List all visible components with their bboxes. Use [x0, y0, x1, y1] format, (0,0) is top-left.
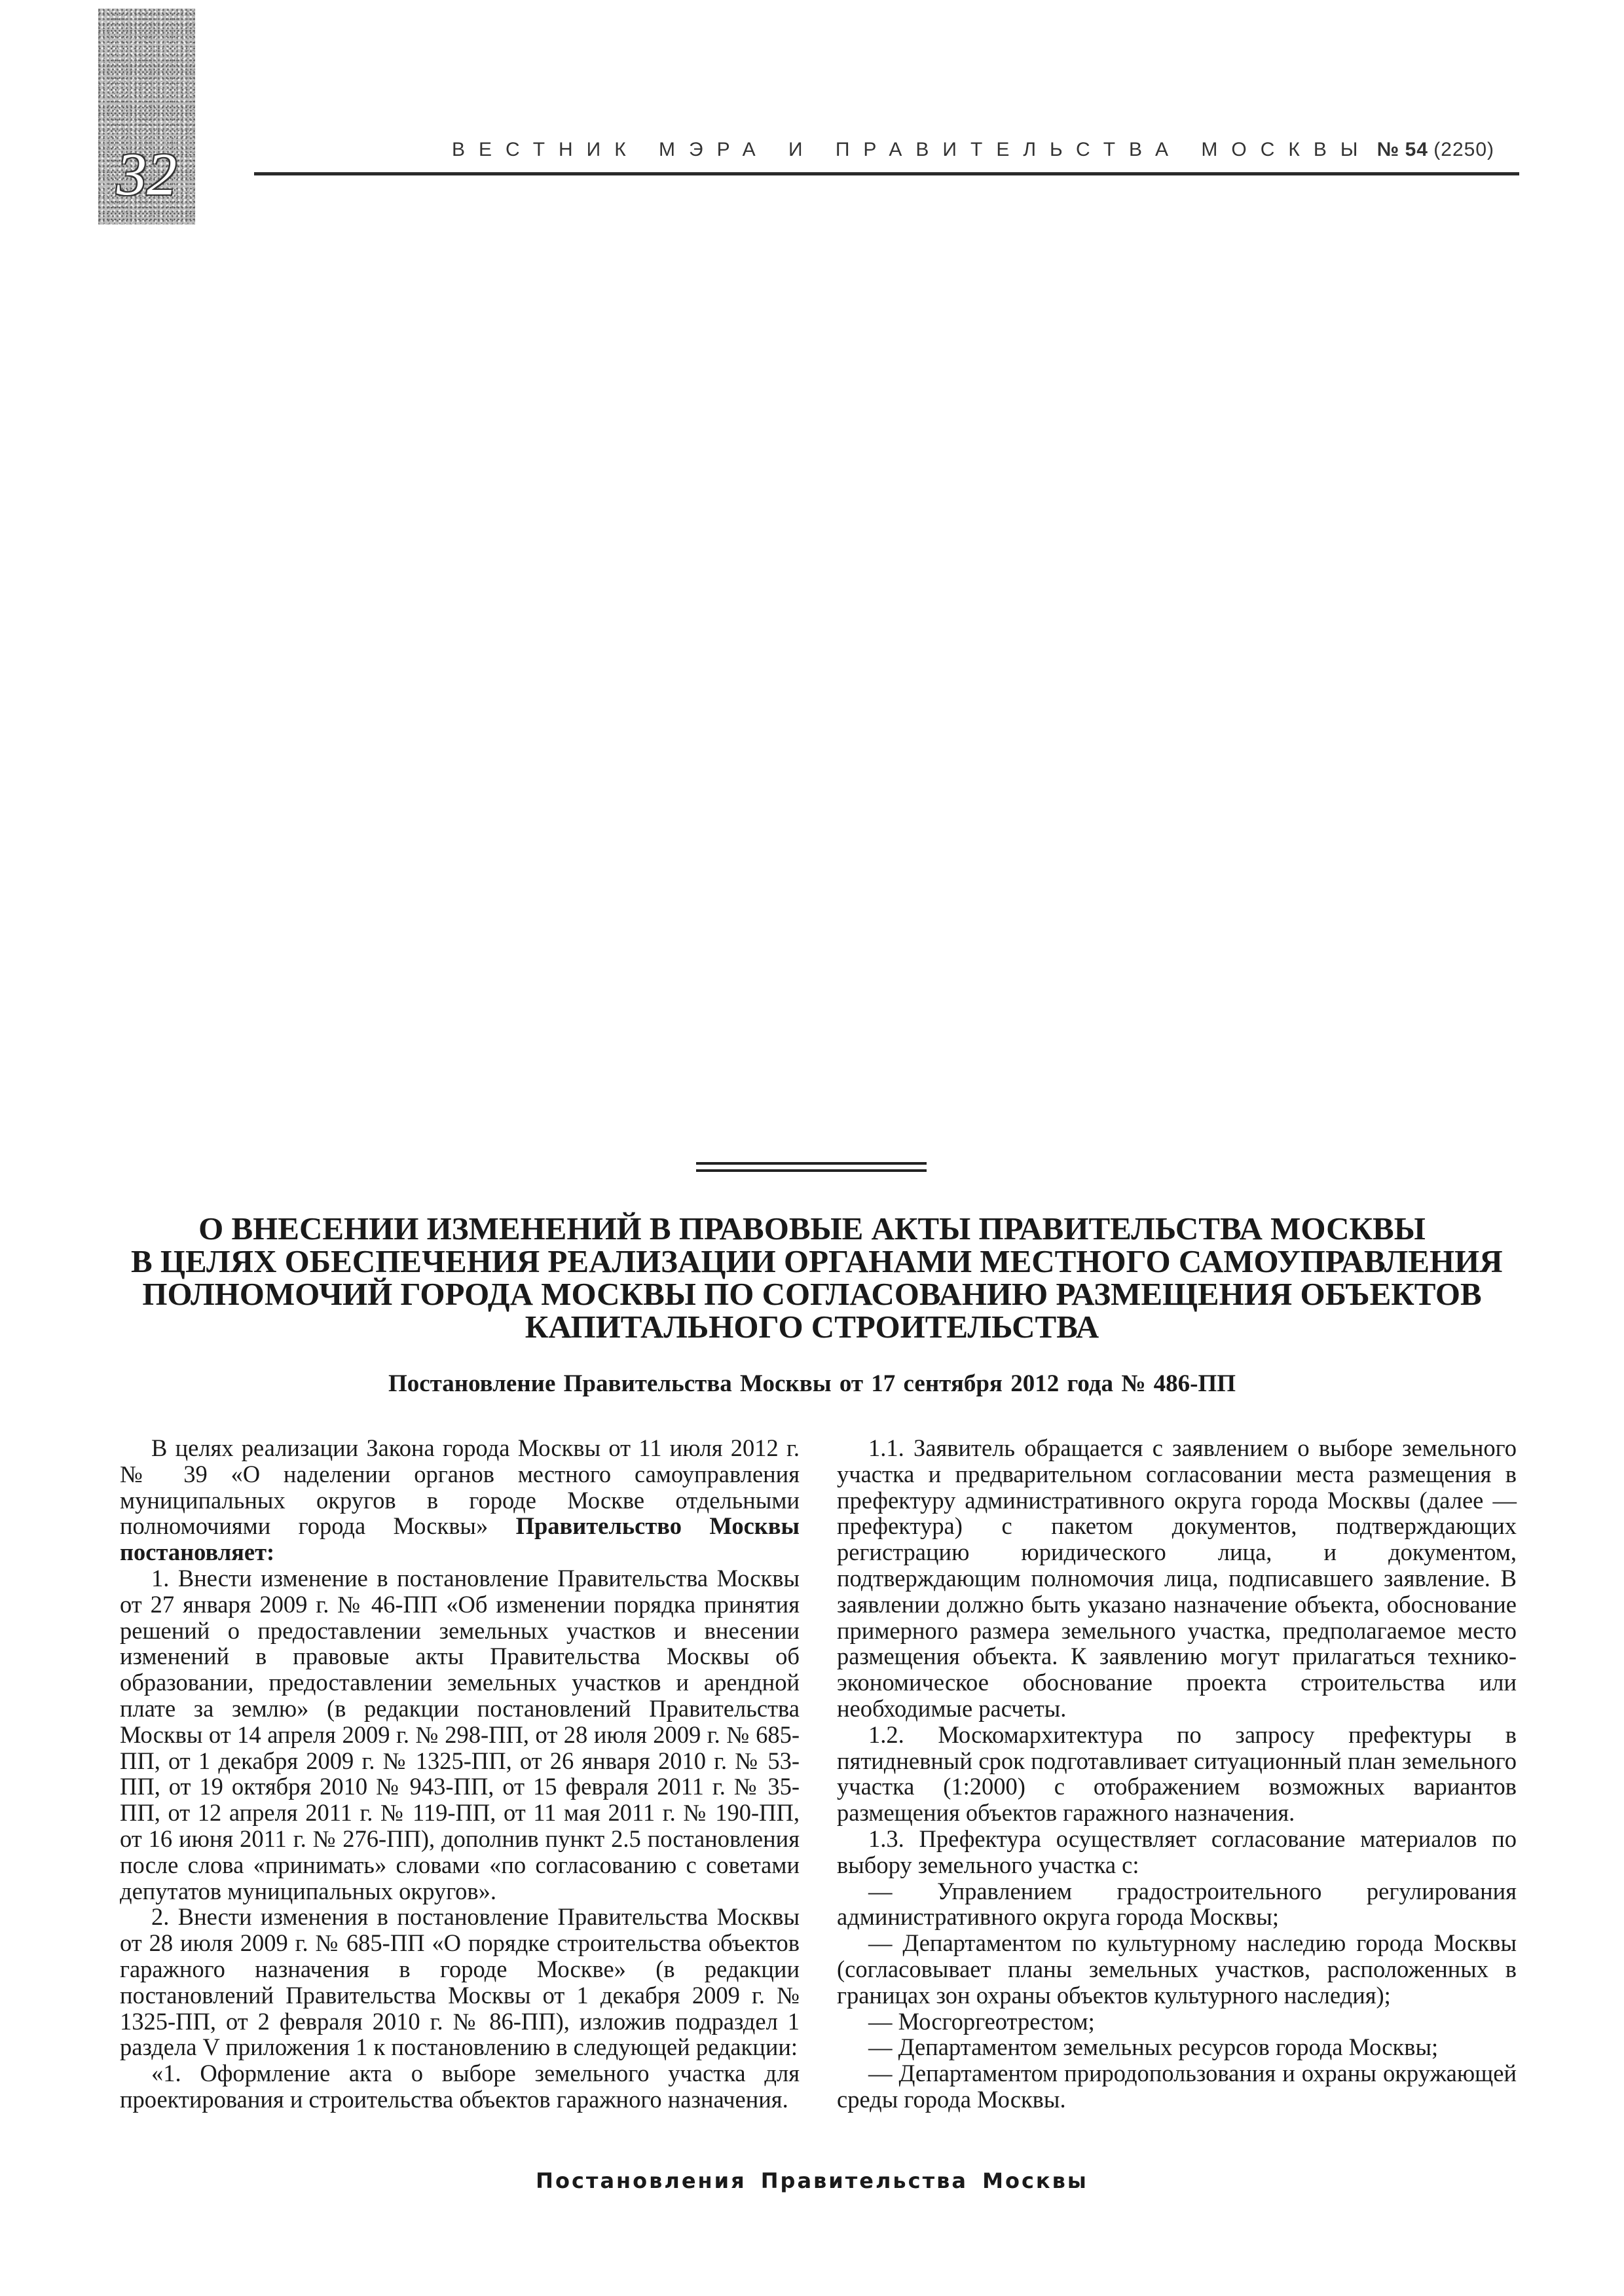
issue-total: (2250)	[1433, 139, 1495, 160]
title-line: О ВНЕСЕНИИ ИЗМЕНЕНИЙ В ПРАВОВЫЕ АКТЫ ПРАВИТЕЛЬСТВА МОСКВЫ	[198, 1211, 1426, 1247]
paragraph-3: «1. Оформление акта о выборе земельного участка для проектирования и строительства объектов гаражного назначения.	[120, 2060, 800, 2113]
header-rule	[254, 172, 1519, 175]
title-rule-bottom	[696, 1169, 927, 1172]
dash-item: — Департаментом природопользования и охраны окружающей среды города Москвы.	[837, 2060, 1517, 2113]
running-header	[452, 139, 1522, 161]
journal-title: ВЕСТНИК МЭРА И ПРАВИТЕЛЬСТВА МОСКВЫ	[452, 139, 1372, 160]
paragraph-1-3: 1.3. Префектура осуществляет согласование материалов по выбору земельного участка с:	[837, 1825, 1517, 1878]
dash-item: — Мосгоргеотрестом;	[868, 2007, 1095, 2035]
page-number-box	[98, 9, 195, 225]
dash-item: — Департаментом по культурному наследию города Москвы (согласовывает планы земельных участков, расположенных в границах зон охраны объектов культурного наследия);	[837, 1929, 1517, 2009]
paragraph-1: 1. Внести изменение в постановление Правительства Москвы от 27 января 2009 г. № 46-ПП «Об изменении порядка принятия решений о предоставлении земельных участков и внесении изменений в правовые акты Правительства Москвы об образовании, предоставлении земельных участков и арендной плате за землю» (в редакции постановлений Правительства Москвы от 14 апреля 2009 г. № 298-ПП, от 28 июля 2009 г. № 685-ПП, от 1 декабря 2009 г. № 1325-ПП, от 26 января 2010 г. № 53-ПП, от 19 октября 2010 № 943-ПП, от 15 февраля 2011 г. № 35-ПП, от 12 апреля 2011 г. № 119-ПП, от 11 мая 2011 г. № 190-ПП, от 16 июня 2011 г. № 276-ПП), дополнив пункт 2.5 постановления после слова «принимать» словами «по согласованию с советами депутатов муниципальных округов».	[120, 1564, 800, 1904]
document-subtitle: Постановление Правительства Москвы от 17 сентября 2012 года № 486-ПП	[388, 1370, 1236, 1397]
issue-label: №	[1376, 139, 1400, 160]
paragraph-2: 2. Внести изменения в постановление Правительства Москвы от 28 июля 2009 г. № 685-ПП «О порядке строительства объектов гаражного назначения в городе Москве» (в редакции постановлений Правительства Москвы от 1 декабря 2009 г. № 1325-ПП, от 2 февраля 2010 г. № 86-ПП), изложив подраздел 1 раздела V приложения 1 к постановлению в следующей редакции:	[120, 1903, 800, 2061]
dash-item: — Управлением градостроительного регулирования административного округа города Москвы;	[837, 1877, 1517, 1931]
page-number: 32	[117, 141, 177, 208]
title-line: В ЦЕЛЯХ ОБЕСПЕЧЕНИЯ РЕАЛИЗАЦИИ ОРГАНАМИ МЕСТНОГО САМОУПРАВЛЕНИЯ	[131, 1243, 1503, 1279]
title-line: ПОЛНОМОЧИЙ ГОРОДА МОСКВЫ ПО СОГЛАСОВАНИЮ РАЗМЕЩЕНИЯ ОБЪЕКТОВ	[142, 1276, 1482, 1312]
title-line: КАПИТАЛЬНОГО СТРОИТЕЛЬСТВА	[525, 1309, 1099, 1345]
issue-number: 54	[1405, 139, 1428, 160]
right-column	[837, 1435, 1517, 2113]
dash-item: — Департаментом земельных ресурсов города Москвы;	[868, 2033, 1439, 2061]
intro-bold: Правительство Москвы постановляет:	[120, 1512, 800, 1566]
intro-text: В целях реализации Закона города Москвы от 11 июля 2012 г. № 39 «О наделении органов местного самоуправления муниципальных округов в городе Москве отдельными полномочиями города Москвы»	[120, 1434, 800, 1540]
document-title	[131, 1211, 1503, 1345]
left-column	[120, 1435, 800, 2113]
intro-paragraph	[120, 1435, 800, 1565]
paragraph-1-1: 1.1. Заявитель обращается с заявлением о выборе земельного участка и предварительном согласовании места размещения в префектуру административного округа города Москвы (далее — префектура) с пакетом документов, подтверждающих регистрацию юридического лица, и документом, подтверждающим полномочия лица, подписавшего заявление. В заявлении должно быть указано назначение объекта, обоснование примерного размера земельного участка, предполагаемое место размещения объекта. К заявлению могут прилагаться технико-экономическое обоснование проекта строительства или необходимые расчеты.	[837, 1434, 1517, 1722]
section-footer: Постановления Правительства Москвы	[536, 2168, 1088, 2193]
paragraph-1-2: 1.2. Москомархитектура по запросу префектуры в пятидневный срок подготавливает ситуационный план земельного участка (1:2000) с отображением возможных вариантов размещения объектов гаражного назначения.	[837, 1721, 1517, 1827]
title-rule-top	[696, 1162, 927, 1165]
